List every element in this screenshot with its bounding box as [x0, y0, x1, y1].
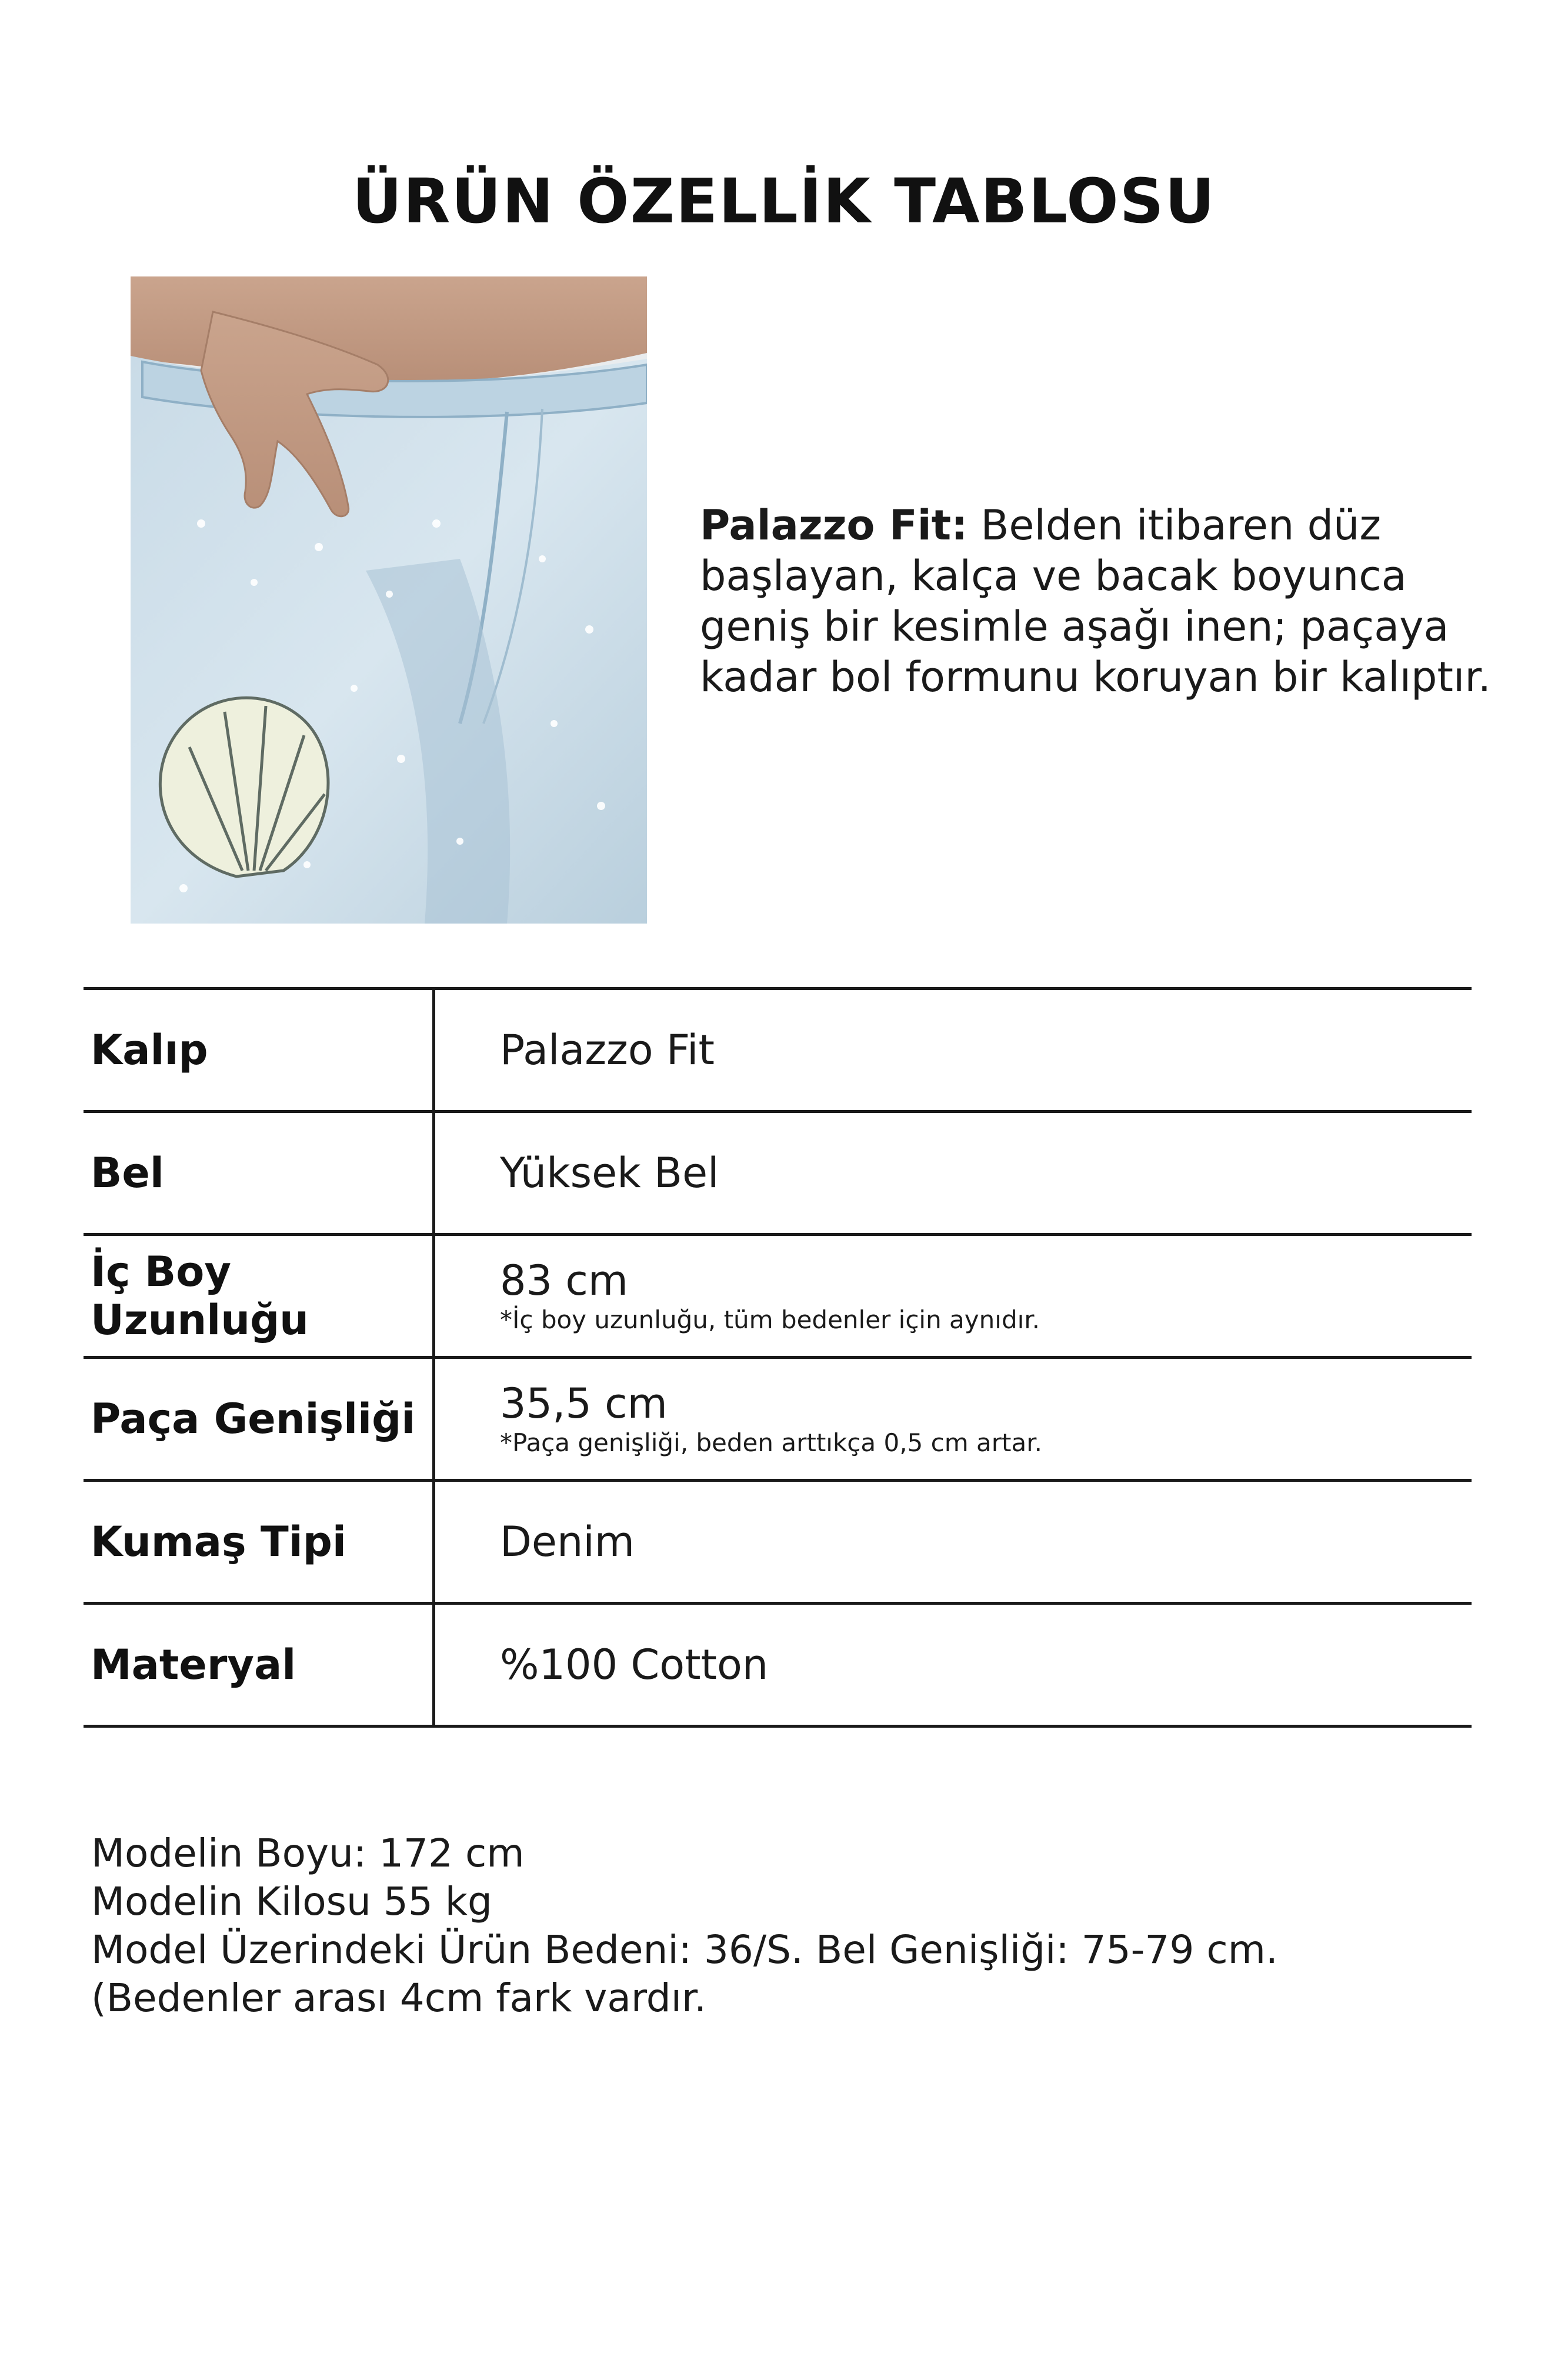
spec-label: Kumaş Tipi	[84, 1482, 435, 1602]
spec-value-cell	[435, 990, 1472, 1110]
spec-value-cell	[435, 1236, 1472, 1356]
spec-row-bel	[84, 1110, 1472, 1233]
spec-value: %100 Cotton	[500, 1641, 769, 1689]
spec-label: Materyal	[84, 1605, 435, 1725]
spec-label: İç Boy Uzunluğu	[84, 1236, 435, 1356]
fit-description-lead: Palazzo Fit:	[700, 501, 968, 549]
spec-value-cell	[435, 1482, 1472, 1602]
spec-value-cell	[435, 1113, 1472, 1233]
spec-row-paca	[84, 1356, 1472, 1479]
model-weight: Modelin Kilosu 55 kg	[91, 1879, 492, 1924]
spec-value: Palazzo Fit	[500, 1026, 715, 1074]
model-height: Modelin Boyu: 172 cm	[91, 1831, 525, 1876]
spec-note: *İç boy uzunluğu, tüm bedenler için aynıdır.	[500, 1305, 1040, 1334]
page-title: ÜRÜN ÖZELLİK TABLOSU	[352, 165, 1216, 237]
model-size: Model Üzerindeki Ürün Bedeni: 36/S. Bel Genişliği: 75-79 cm. (Bedenler arası 4cm fark vardır.	[91, 1927, 1278, 2021]
spec-value: Yüksek Bel	[500, 1149, 719, 1197]
spec-value: 35,5 cm	[500, 1379, 668, 1428]
fit-description-text: Belden itibaren düz başlayan, kalça ve bacak boyunca geniş bir kesimle aşağı inen; paçaya kadar bol formunu koruyan bir kalıptır.	[700, 501, 1491, 701]
spec-value-cell	[435, 1605, 1472, 1725]
spec-row-kalip	[84, 987, 1472, 1110]
product-photo	[131, 276, 647, 924]
spec-row-kumas	[84, 1479, 1472, 1602]
spec-value: Denim	[500, 1518, 635, 1566]
spec-value-cell	[435, 1359, 1472, 1479]
model-info	[91, 1829, 1462, 2022]
spec-row-materyal	[84, 1602, 1472, 1728]
spec-row-ic-boy	[84, 1233, 1472, 1356]
spec-label: Paça Genişliği	[84, 1359, 435, 1479]
spec-label: Kalıp	[84, 990, 435, 1110]
spec-label: Bel	[84, 1113, 435, 1233]
spec-value: 83 cm	[500, 1257, 628, 1305]
denim-jeans-photo	[131, 276, 647, 924]
fit-description	[700, 500, 1506, 702]
spec-note: *Paça genişliği, beden arttıkça 0,5 cm artar.	[500, 1428, 1042, 1457]
spec-table	[84, 987, 1472, 1728]
